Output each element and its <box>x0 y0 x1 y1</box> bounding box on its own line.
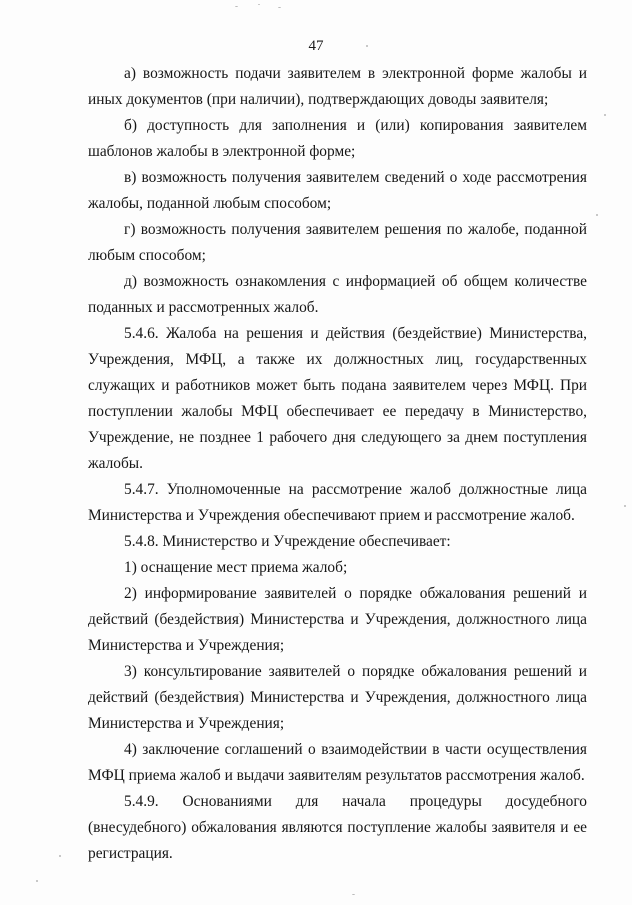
paragraph-item-b: б) доступность для заполнения и (или) копирования заявителем шаблонов жалобы в электронной форме; <box>88 117 587 160</box>
paragraph-item-1: 1) оснащение мест приема жалоб; <box>124 559 348 576</box>
scan-speck <box>352 894 355 895</box>
scan-speck <box>258 4 260 5</box>
paragraph-5-4-7: 5.4.7. Уполномоченные на рассмотрение жалоб должностные лица Министерства и Учреждения обеспечивают прием и рассмотрение жалоб. <box>88 481 587 524</box>
scan-speck <box>278 7 281 8</box>
paragraph-item-v: в) возможность получения заявителем сведений о ходе рассмотрения жалобы, поданной любым способом; <box>88 169 587 212</box>
paragraph-5-4-8: 5.4.8. Министерство и Учреждение обеспечивает: <box>124 533 451 550</box>
scan-speck <box>235 6 238 7</box>
scan-speck <box>604 114 606 116</box>
document-body <box>88 61 587 867</box>
scan-speck <box>366 45 368 47</box>
paragraph-item-4: 4) заключение соглашений о взаимодействии в части осуществления МФЦ приема жалоб и выдачи заявителям результатов рассмотрения жалоб. <box>88 741 587 784</box>
paragraph-item-d: д) возможность ознакомления с информацией об общем количестве поданных и рассмотренных жалоб. <box>88 273 587 316</box>
paragraph-5-4-9: 5.4.9. Основаниями для начала процедуры досудебного (внесудебного) обжалования являются поступление жалобы заявителя и ее регистрация. <box>88 793 587 862</box>
page-number: 47 <box>308 38 324 54</box>
scan-speck <box>596 214 598 216</box>
scan-speck <box>59 855 61 857</box>
paragraph-5-4-6: 5.4.6. Жалоба на решения и действия (бездействие) Министерства, Учреждения, МФЦ, а также их должностных лиц, государственных служащих и работников может быть подана заявителем через МФЦ. При поступлении жалобы МФЦ обеспечивает ее передачу в Министерство, Учреждение, не позднее 1 рабочего дня следующего за днем поступления жалобы. <box>88 325 587 472</box>
paragraph-item-2: 2) информирование заявителей о порядке обжалования решений и действий (бездействия) Министерства и Учреждения, должностного лица Министерства и Учреждения; <box>88 585 587 654</box>
paragraph-item-a: а) возможность подачи заявителем в электронной форме жалобы и иных документов (при наличии), подтверждающих доводы заявителя; <box>88 65 587 108</box>
scan-speck <box>624 505 626 507</box>
paragraph-item-g: г) возможность получения заявителем решения по жалобе, поданной любым способом; <box>88 221 587 264</box>
scan-speck <box>36 880 38 882</box>
paragraph-item-3: 3) консультирование заявителей о порядке обжалования решений и действий (бездействия) Министерства и Учреждения, должностного лица Министерства и Учреждения; <box>88 663 587 732</box>
